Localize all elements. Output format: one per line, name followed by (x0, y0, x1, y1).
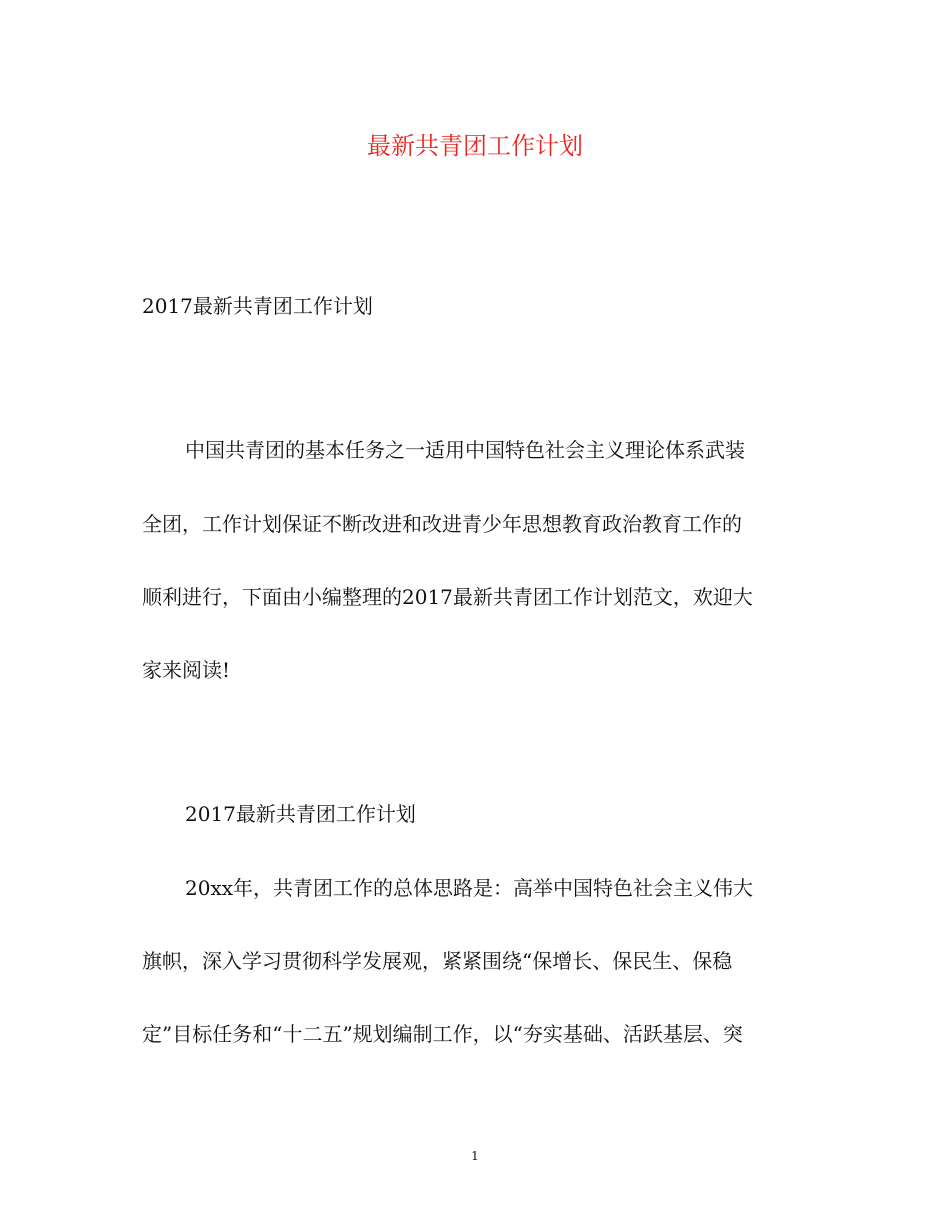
section-heading: 2017最新共青团工作计划 (185, 802, 416, 826)
document-title: 最新共青团工作计划 (367, 132, 583, 160)
intro-paragraph-line-2: 全团，工作计划保证不断改进和改进青少年思想教育政治教育工作的 (142, 512, 742, 536)
body-paragraph-line-1: 20xx年，共青团工作的总体思路是：高举中国特色社会主义伟大 (185, 876, 754, 900)
page-number: 1 (471, 1149, 479, 1163)
body-paragraph-line-3: 定”目标任务和“十二五”规划编制工作，以“夯实基础、活跃基层、突 (142, 1022, 743, 1046)
intro-paragraph-line-3: 顺利进行，下面由小编整理的2017最新共青团工作计划范文，欢迎大 (142, 585, 753, 609)
intro-paragraph-line-1: 中国共青团的基本任务之一适用中国特色社会主义理论体系武装 (185, 438, 745, 462)
document-subtitle: 2017最新共青团工作计划 (142, 294, 373, 318)
intro-paragraph-line-4: 家来阅读! (142, 658, 231, 682)
body-paragraph-line-2: 旗帜，深入学习贯彻科学发展观，紧紧围绕“保增长、保民生、保稳 (142, 949, 733, 973)
